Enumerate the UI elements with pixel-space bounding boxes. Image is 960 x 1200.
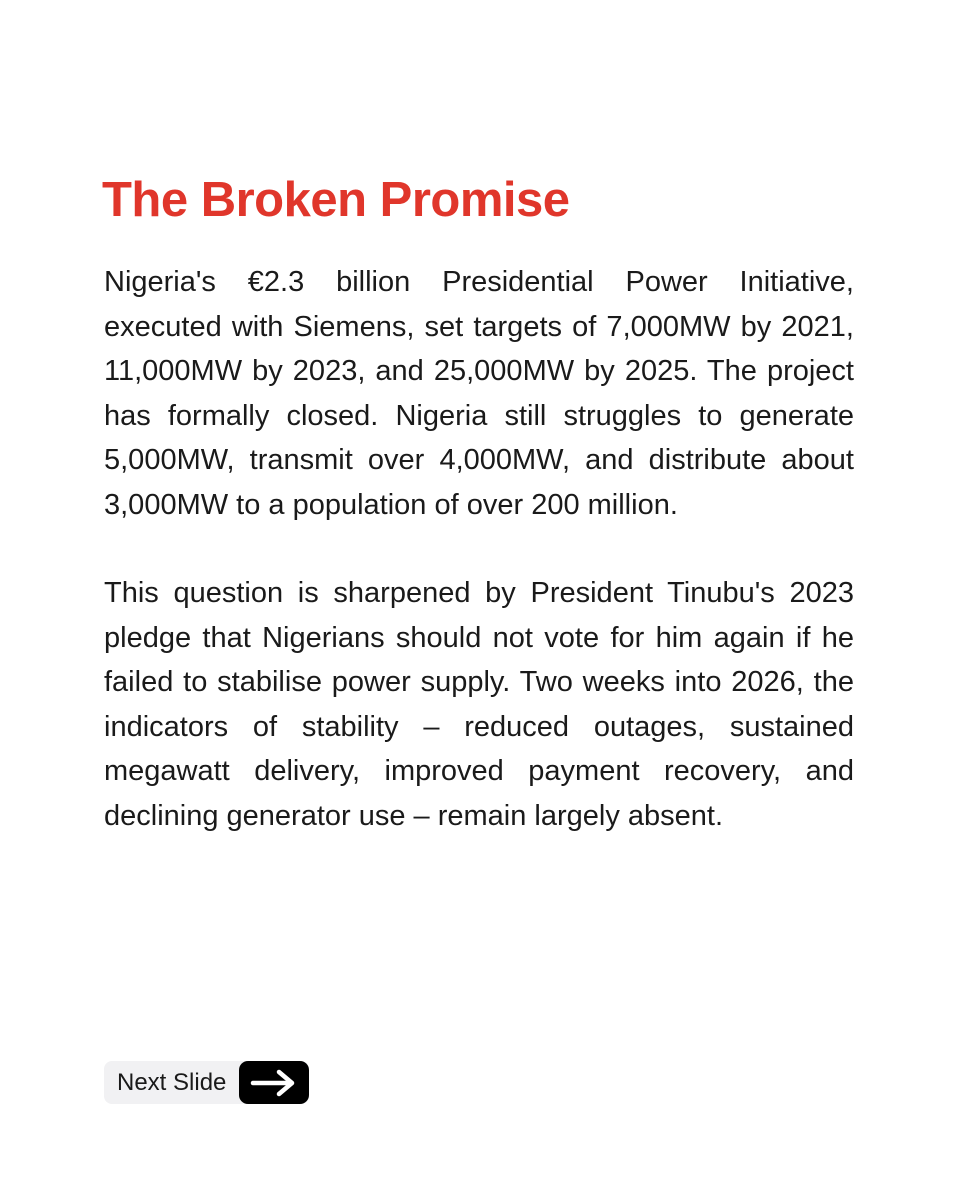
next-slide-button[interactable] [104, 1061, 309, 1104]
slide-body [104, 260, 854, 838]
slide-title: The Broken Promise [102, 173, 570, 227]
arrow-right-icon[interactable] [239, 1061, 309, 1104]
next-slide-label: Next Slide [117, 1068, 227, 1096]
paragraph-2: This question is sharpened by President Tinubu's 2023 pledge that Nigerians should not vote for him again if he failed to stabilise power supply. Two weeks into 2026, the indicators of stability – reduced outages, sustained megawatt delivery, improved payment recovery, and declining generator use – remain largely absent. [104, 577, 854, 832]
paragraph-1: Nigeria's €2.3 billion Presidential Power Initiative, executed with Siemens, set targets of 7,000MW by 2021, 11,000MW by 2023, and 25,000MW by 2025. The project has formally closed. Nigeria still struggles to generate 5,000MW, transmit over 4,000MW, and distribute about 3,000MW to a population of over 200 million. [104, 266, 854, 521]
